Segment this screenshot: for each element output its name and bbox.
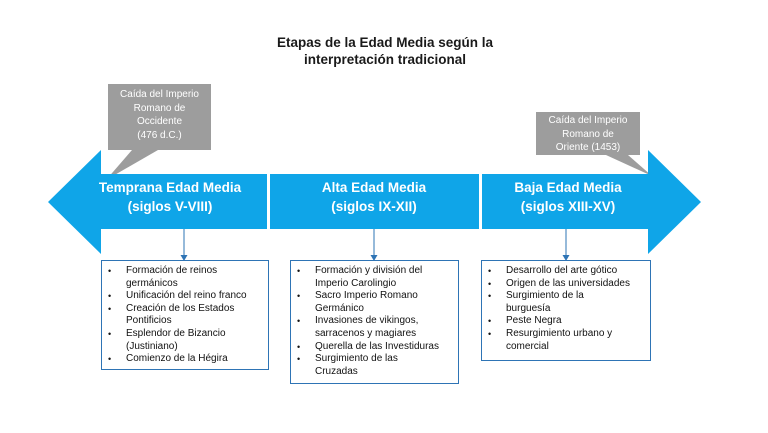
list-item: • Querella de las Investiduras (315, 341, 454, 354)
callout-fall-western-empire (108, 84, 211, 150)
callout-line: Occidente (136, 116, 183, 127)
list-item: • Surgimiento de la burguesía (506, 290, 646, 315)
list-item: • Desarrollo del arte gótico (506, 265, 646, 278)
list-item: • Resurgimiento urbano y comercial (506, 328, 646, 353)
list-item: • Peste Negra (506, 315, 646, 328)
list-item: • Formación y división del Imperio Carolingio (315, 265, 454, 290)
callout-right-pointer (606, 155, 652, 176)
list-item: • Sacro Imperio Romano Germánico (315, 290, 454, 315)
connector-0 (181, 229, 188, 261)
callout-fall-eastern-empire (536, 112, 640, 155)
callout-line: Oriente (1453) (555, 142, 621, 153)
list-item: • Creación de los Estados Pontificios (126, 303, 264, 328)
list-item: • Comienzo de la Hégira (126, 353, 264, 366)
events-box-early (101, 260, 269, 370)
events-list (291, 261, 458, 378)
events-list (102, 261, 268, 366)
list-item: • Esplendor de Bizancio (Justiniano) (126, 328, 264, 353)
list-item: • Unificación del reino franco (126, 290, 264, 303)
title-line-2: interpretación tradicional (303, 52, 467, 67)
segment-label-high (268, 178, 480, 224)
title-line-1: Etapas de la Edad Media según la (276, 35, 494, 50)
events-box-late (481, 260, 651, 361)
segment-name: Temprana Edad Media (98, 180, 242, 195)
segment-name: Baja Edad Media (514, 180, 622, 195)
connector-2 (563, 229, 570, 261)
segment-period: (siglos V-VIII) (127, 199, 213, 214)
events-box-high (290, 260, 459, 384)
segment-period: (siglos XIII-XV) (520, 199, 616, 214)
events-list (482, 261, 650, 353)
connector-1 (371, 229, 378, 261)
callout-line: Caída del Imperio (120, 89, 199, 100)
segment-name: Alta Edad Media (321, 180, 427, 195)
list-item: • Origen de las universidades (506, 278, 646, 291)
segment-label-late (478, 178, 658, 224)
callout-line: Caída del Imperio (548, 115, 628, 126)
segment-period: (siglos IX-XII) (331, 199, 417, 214)
callout-line: Romano de (133, 102, 186, 114)
segment-label-early (70, 178, 270, 224)
list-item: • Formación de reinos germánicos (126, 265, 264, 290)
list-item: • Invasiones de vikingos, sarracenos y magiares (315, 315, 454, 340)
callout-line: (476 d.C.) (137, 129, 182, 141)
list-item: • Surgimiento de las Cruzadas (315, 353, 454, 378)
callout-line: Romano de (562, 128, 614, 140)
